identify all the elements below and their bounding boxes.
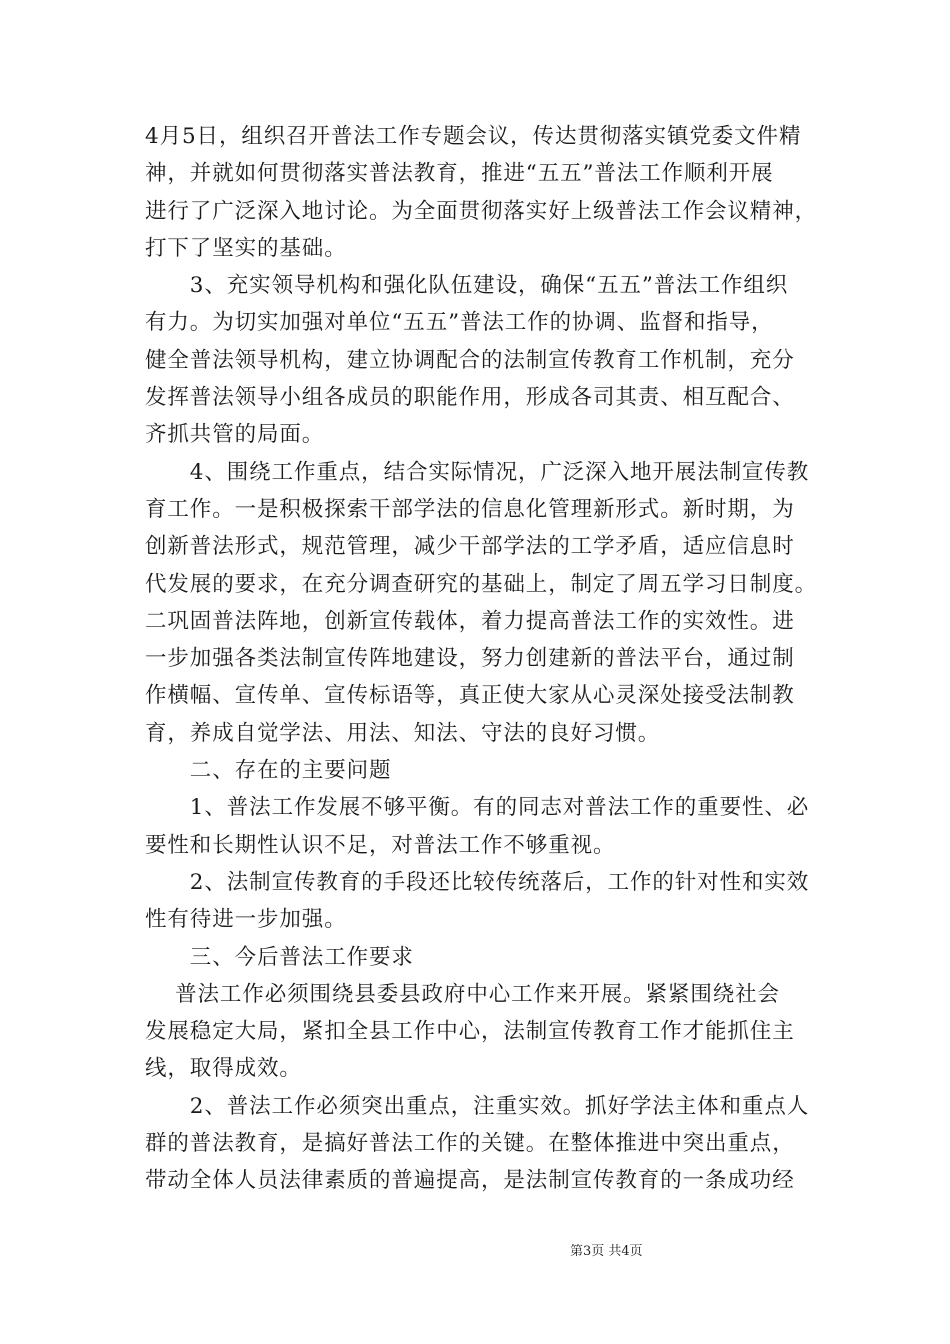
text-line: 3、充实领导机构和强化队伍建设，确保“五五”普法工作组织 <box>145 273 789 299</box>
text-line: 2、法制宣传教育的手段还比较传统落后，工作的针对性和实效 <box>145 869 810 895</box>
section-heading: 三、今后普法工作要求 <box>145 944 414 970</box>
text-line: 要性和长期性认识不足，对普法工作不够重视。 <box>145 832 616 858</box>
page-number: 第3页 共4页 <box>570 1244 643 1259</box>
text-line: 性有待进一步加强。 <box>145 907 347 933</box>
text-line: 代发展的要求，在充分调查研究的基础上，制定了周五学习日制度。 <box>145 571 818 597</box>
section-heading: 二、存在的主要问题 <box>145 758 392 784</box>
text-line: 二巩固普法阵地，创新宣传载体，着力提高普法工作的实效性。进 <box>145 608 795 634</box>
text-line: 4月5日，组织召开普法工作专题会议，传达贯彻落实镇党委文件精 <box>145 124 802 149</box>
text-line: 神，并就如何贯彻落实普法教育，推进“五五”普法工作顺利开展 <box>145 161 774 187</box>
text-line: 作横幅、宣传单、宣传标语等，真正使大家从心灵深处接受法制教 <box>145 683 795 709</box>
text-line: 打下了坚实的基础。 <box>145 235 347 261</box>
text-line: 一步加强各类法制宣传阵地建设，努力创建新的普法平台，通过制 <box>145 646 795 672</box>
document-body <box>145 118 818 1200</box>
text-line: 发展稳定大局，紧扣全县工作中心，法制宣传教育工作才能抓住主 <box>145 1019 795 1045</box>
text-line: 育工作。一是积极探索干部学法的信息化管理新形式。新时期，为 <box>145 496 795 522</box>
text-line: 发挥普法领导小组各成员的职能作用，形成各司其责、相互配合、 <box>145 385 795 411</box>
text-line: 育，养成自觉学法、用法、知法、守法的良好习惯。 <box>145 720 661 746</box>
text-line: 线，取得成效。 <box>145 1056 302 1082</box>
text-line: 1、普法工作发展不够平衡。有的同志对普法工作的重要性、必 <box>145 795 810 821</box>
text-line: 普法工作必须围绕县委县政府中心工作来开展。紧紧围绕社会 <box>145 981 780 1007</box>
text-line: 群的普法教育，是搞好普法工作的关键。在整体推进中突出重点， <box>145 1131 795 1157</box>
text-line: 健全普法领导机构，建立协调配合的法制宣传教育工作机制，充分 <box>145 347 795 373</box>
text-line: 进行了广泛深入地讨论。为全面贯彻落实好上级普法工作会议精神， <box>145 198 818 224</box>
text-line: 2、普法工作必须突出重点，注重实效。抓好学法主体和重点人 <box>145 1093 810 1119</box>
text-line: 带动全体人员法律素质的普遍提高，是法制宣传教育的一条成功经 <box>145 1168 795 1194</box>
text-line: 4、围绕工作重点，结合实际情况，广泛深入地开展法制宣传教 <box>145 459 810 485</box>
text-line: 创新普法形式，规范管理，减少干部学法的工学矛盾，适应信息时 <box>145 534 795 560</box>
text-line: 齐抓共管的局面。 <box>145 422 325 448</box>
text-line: 有力。为切实加强对单位“五五”普法工作的协调、监督和指导， <box>145 310 774 336</box>
